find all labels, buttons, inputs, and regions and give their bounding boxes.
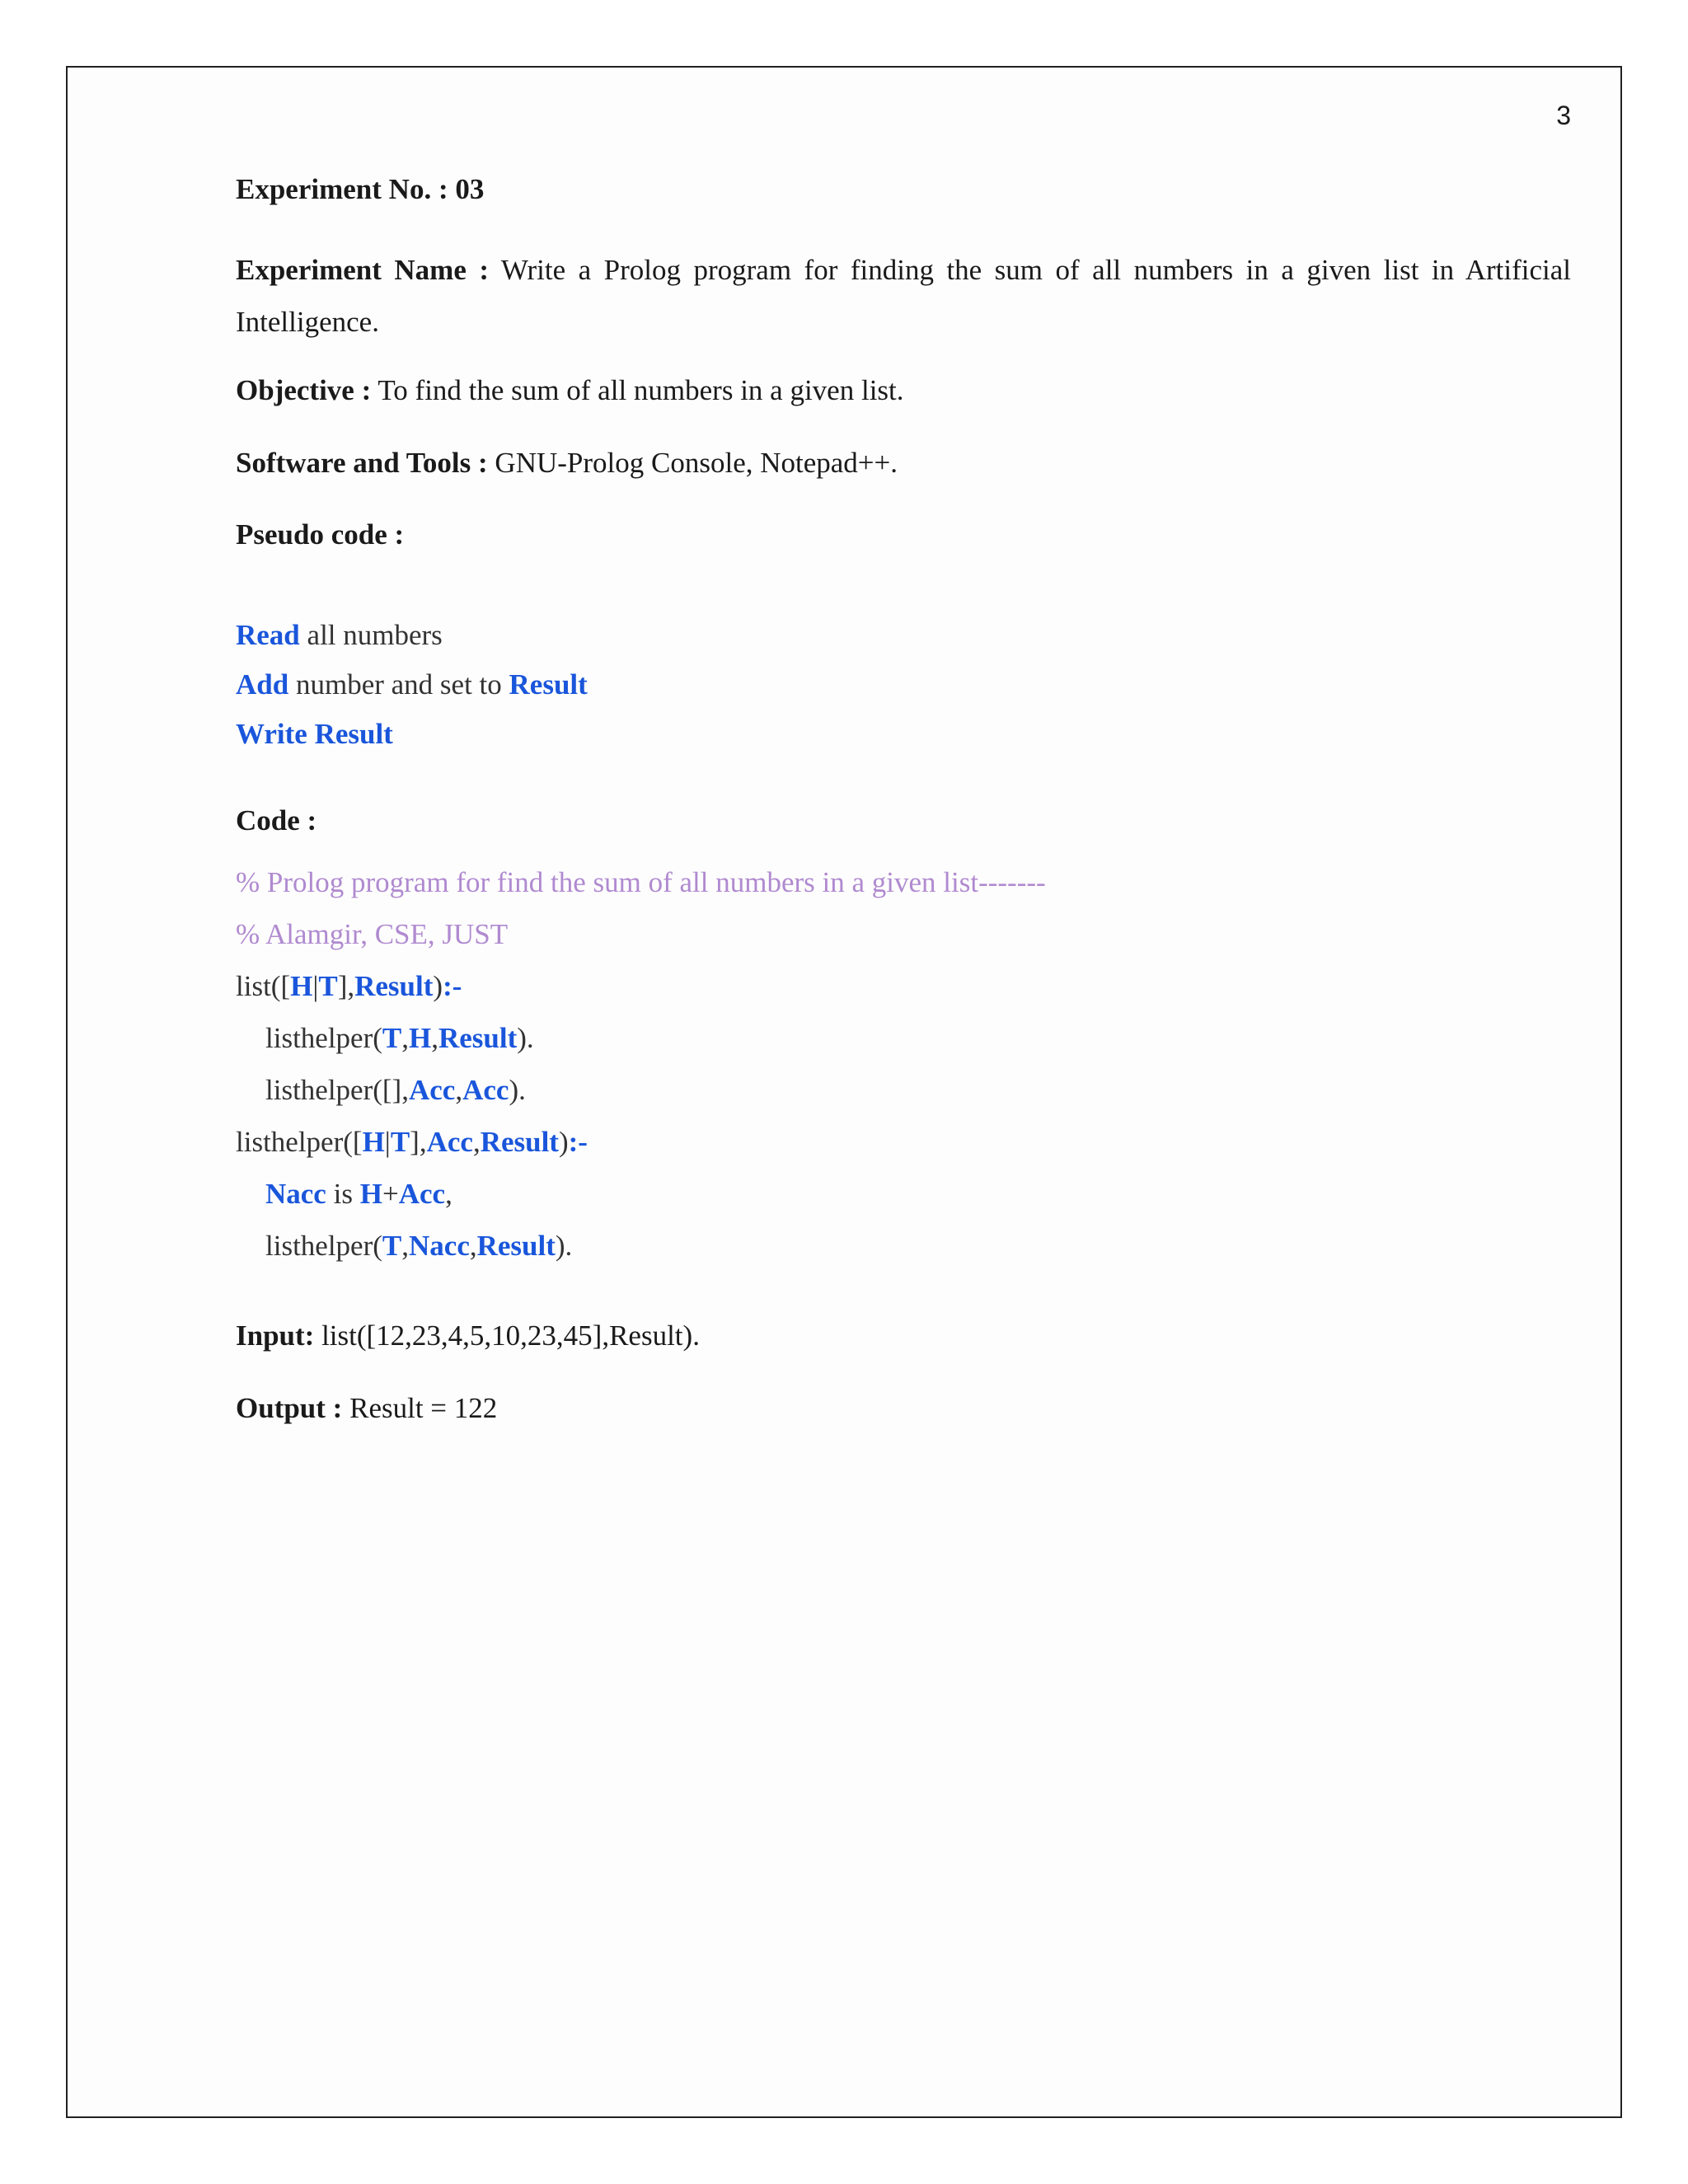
code-line (236, 960, 1571, 1012)
software-tools-label: Software and Tools : (236, 446, 488, 479)
code-block (236, 856, 1571, 1272)
code-comment: % Prolog program for find the sum of all numbers in a given list------- (236, 866, 1046, 899)
code-token: listhelper([ (236, 1126, 363, 1159)
code-variable: Result (476, 1230, 556, 1263)
pseudo-text: number and set to (288, 668, 509, 701)
code-token: , (401, 1230, 410, 1263)
code-variable: H (409, 1022, 432, 1055)
code-variable: Nacc (265, 1178, 326, 1211)
pseudo-keyword: Write Result (236, 718, 393, 751)
input-value: list([12,23,4,5,10,23,45],Result). (314, 1319, 700, 1352)
pseudo-keyword: Add (236, 668, 289, 701)
code-token: listhelper( (265, 1022, 382, 1055)
pseudo-code-heading (236, 517, 1571, 553)
code-token: + (382, 1178, 399, 1211)
code-line (236, 1064, 1571, 1116)
code-variable: Acc (408, 1074, 456, 1107)
page-number: 3 (1556, 101, 1571, 130)
experiment-number-label: Experiment No. : 03 (236, 173, 485, 205)
software-tools (236, 445, 1571, 481)
code-token: , (431, 1022, 438, 1055)
code-variable: Result (438, 1022, 518, 1055)
code-variable: Acc (462, 1074, 509, 1107)
code-variable: T (390, 1126, 410, 1159)
code-token: , (445, 1178, 452, 1211)
pseudo-line-read (236, 611, 1571, 660)
output-value: Result = 122 (342, 1392, 498, 1425)
document-body (236, 171, 1571, 1463)
output-section (236, 1390, 1571, 1427)
code-line (236, 1220, 1571, 1272)
pseudo-line-write (236, 710, 1571, 759)
experiment-name (236, 244, 1571, 348)
code-token: list([ (236, 970, 291, 1003)
pseudo-keyword: Read (236, 619, 300, 651)
code-token: ). (517, 1022, 534, 1055)
code-token: , (401, 1022, 410, 1055)
code-token: ). (555, 1230, 573, 1263)
code-variable: T (382, 1230, 402, 1263)
code-line (236, 1168, 1571, 1220)
code-variable: H (359, 1178, 382, 1211)
objective (236, 373, 1571, 409)
code-token: listhelper( (265, 1230, 382, 1263)
input-section (236, 1318, 1571, 1354)
code-token: | (384, 1126, 391, 1159)
output-label: Output : (236, 1392, 343, 1425)
pseudo-code-label: Pseudo code : (236, 518, 405, 551)
code-operator: :- (568, 1126, 588, 1159)
code-token: is (326, 1178, 360, 1211)
experiment-name-value: Write a Prolog program for finding the sum of all numbers in a given list in Artificial Intelligence. (236, 253, 1571, 338)
code-token: ], (337, 970, 355, 1003)
code-token: ) (558, 1126, 569, 1159)
code-token: listhelper([], (265, 1074, 409, 1107)
code-token: ). (509, 1074, 526, 1107)
code-variable: Acc (426, 1126, 473, 1159)
input-label: Input: (236, 1319, 315, 1352)
code-variable: Result (480, 1126, 559, 1159)
code-token: ) (433, 970, 443, 1003)
pseudo-text: all numbers (299, 619, 443, 651)
code-variable: Result (354, 970, 434, 1003)
experiment-number (236, 171, 1571, 208)
pseudo-code-block (236, 611, 1571, 760)
code-token: ], (410, 1126, 427, 1159)
code-line (236, 1116, 1571, 1168)
pseudo-line-add (236, 660, 1571, 710)
code-operator: :- (443, 970, 462, 1003)
code-variable: Acc (398, 1178, 446, 1211)
code-variable: H (290, 970, 313, 1003)
code-token: , (469, 1230, 477, 1263)
code-heading (236, 803, 1571, 839)
code-variable: T (382, 1022, 402, 1055)
software-tools-value: GNU-Prolog Console, Notepad++. (495, 446, 898, 479)
objective-value: To find the sum of all numbers in a given list. (377, 373, 904, 406)
code-variable: H (362, 1126, 385, 1159)
code-line (236, 1012, 1571, 1064)
code-token: | (312, 970, 319, 1003)
code-label: Code : (236, 804, 317, 837)
code-variable: T (318, 970, 338, 1003)
code-variable: Nacc (409, 1230, 470, 1263)
code-token: , (472, 1126, 481, 1159)
code-token: , (455, 1074, 463, 1107)
objective-label: Objective : (236, 373, 372, 406)
code-comment: % Alamgir, CSE, JUST (236, 918, 509, 951)
experiment-name-label: Experiment Name : (236, 253, 490, 286)
pseudo-keyword: Result (509, 668, 588, 701)
